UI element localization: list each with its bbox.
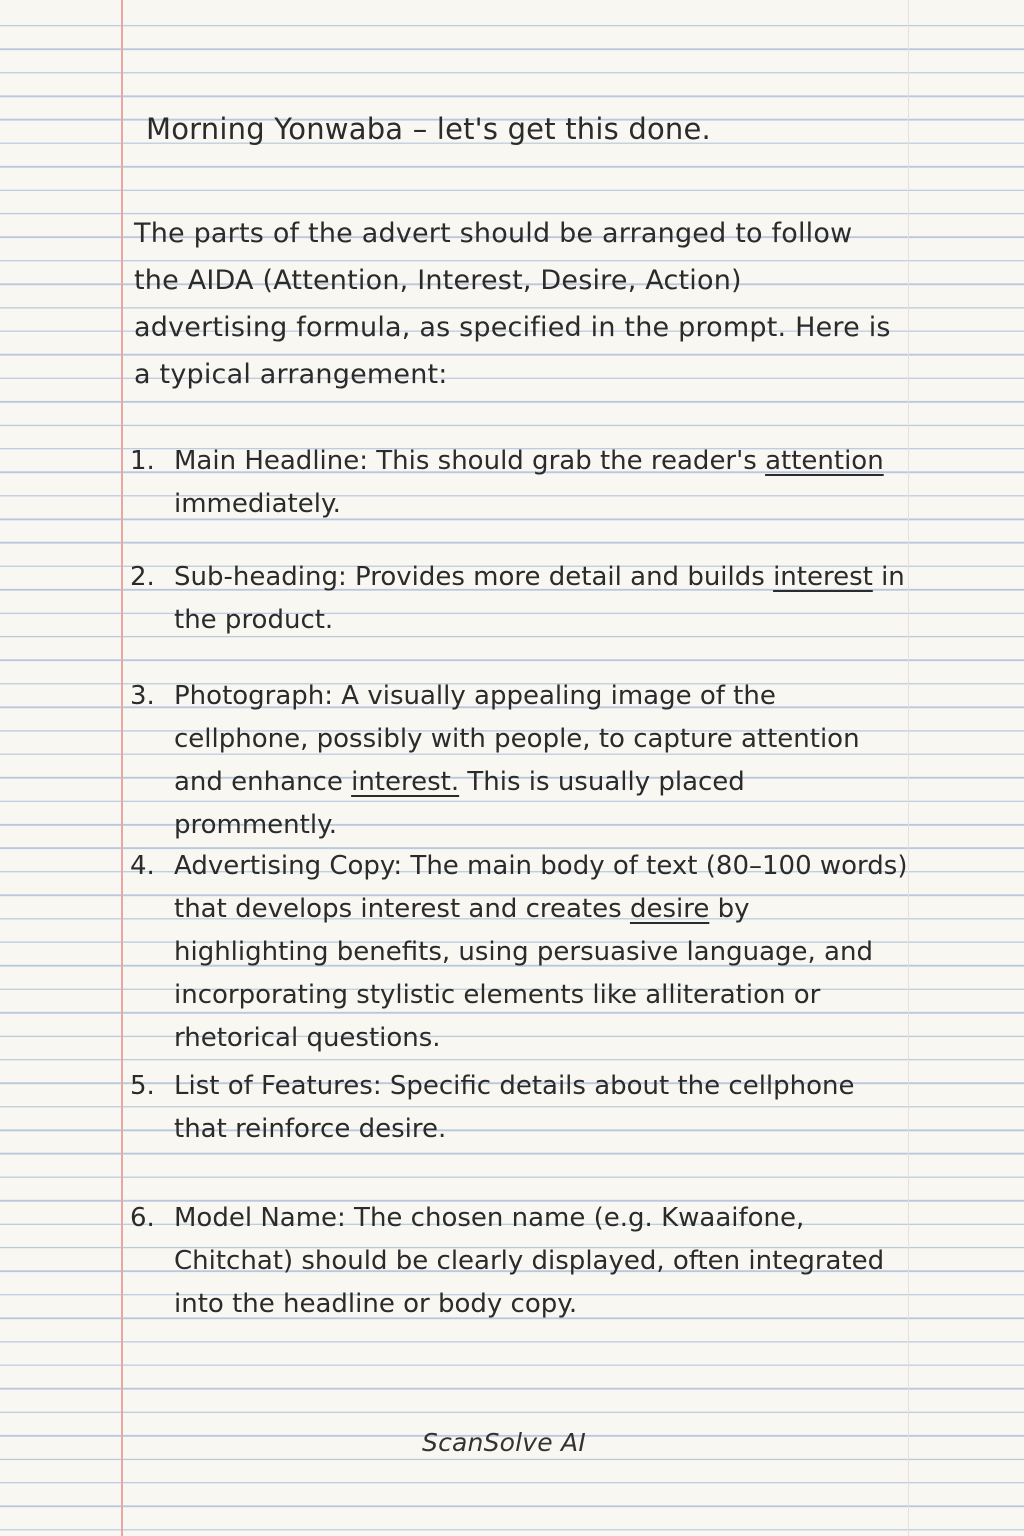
item-title: Main Headline:	[174, 446, 368, 476]
item-underlined: interest	[773, 562, 873, 592]
item-underlined: interest.	[351, 767, 460, 797]
item-title: Model Name:	[174, 1203, 346, 1233]
signature: ScanSolve AI	[422, 1428, 586, 1457]
item-number: 6.	[130, 1203, 155, 1233]
item-text: This should grab the reader's	[368, 446, 766, 476]
item-text: The main body of text (80–100 words) that develops interest and creates	[174, 851, 908, 924]
item-title: Sub-heading:	[174, 562, 347, 592]
item-title: Photograph:	[174, 681, 334, 711]
item-number: 2.	[130, 562, 155, 592]
item-number: 3.	[130, 681, 155, 711]
item-text: A visually appealing image of the cellphone, possibly with people, to capture attention and enhance	[174, 681, 860, 797]
item-text-after: in the product.	[174, 562, 905, 635]
intro-paragraph: The parts of the advert should be arranged to follow the AIDA (Attention, Interest, Desire, Action) advertising formula, as specified in the prompt. Here is a typical arrangement:	[134, 218, 891, 390]
item-text-after: by highlighting benefits, using persuasive language, and incorporating stylistic elements like alliteration or rhetorical questions.	[174, 894, 873, 1053]
margin-line	[121, 0, 123, 1536]
item-number: 1.	[130, 446, 155, 476]
item-underlined: attention	[765, 446, 884, 476]
item-number: 4.	[130, 851, 155, 881]
item-text-after: This is usually placed prommently.	[174, 767, 745, 840]
item-number: 5.	[130, 1071, 155, 1101]
item-text: Specific details about the cellphone that reinforce desire.	[174, 1071, 855, 1144]
item-text: Provides more detail and builds	[346, 562, 774, 592]
item-title: List of Features:	[174, 1071, 382, 1101]
item-text-after: immediately.	[174, 489, 341, 519]
item-underlined: desire	[629, 894, 710, 924]
greeting: Morning Yonwaba – let's get this done.	[146, 112, 711, 146]
item-text: The chosen name (e.g. Kwaaifone, Chitchat) should be clearly displayed, often integrated into the headline or body copy.	[174, 1203, 885, 1319]
item-title: Advertising Copy:	[174, 851, 403, 881]
